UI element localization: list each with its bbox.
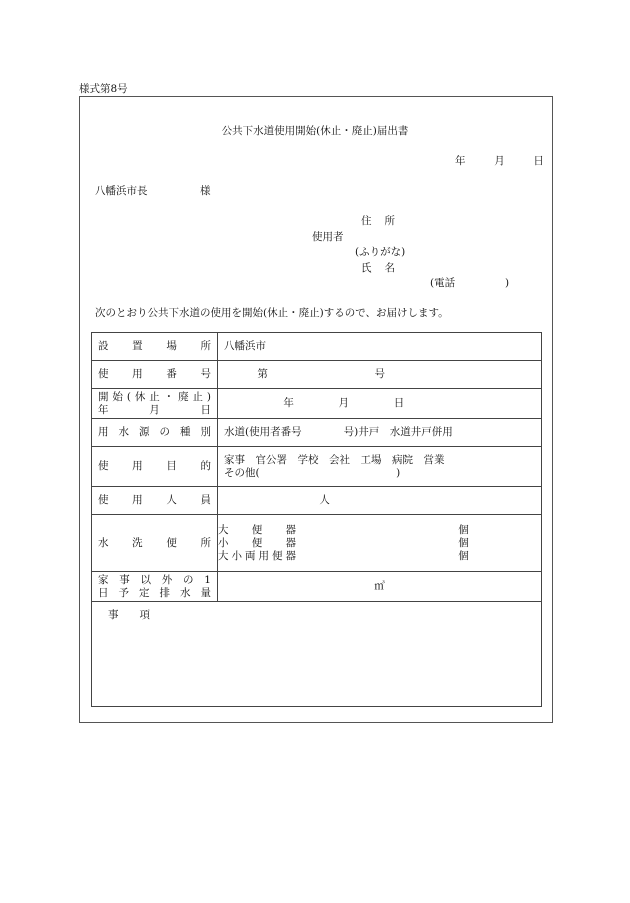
value-purpose[interactable] [218, 447, 542, 487]
date-year-label: 年 [455, 155, 466, 167]
toilet-type-dual: 大小両用便器 [218, 549, 296, 562]
row-location [92, 333, 542, 361]
label-users: 使用人員 [92, 487, 218, 515]
value-usage-number[interactable] [218, 361, 542, 389]
page-title: 公共下水道使用開始(休止・廃止)届出書 [221, 125, 409, 137]
toilet-table [218, 515, 541, 571]
value-discharge[interactable] [218, 572, 542, 602]
toilet-types [218, 515, 296, 571]
toilet-count-large-unit: 個 [458, 523, 469, 536]
users-unit: 人 [319, 494, 330, 506]
label-water-source: 用水源の種別 [92, 419, 218, 447]
form-number: 様式第8号 [79, 83, 128, 95]
date-day-label: 日 [533, 155, 544, 167]
row-notes [92, 602, 542, 707]
notes-label: 事 項 [108, 609, 150, 621]
date-month-label: 月 [494, 155, 505, 167]
start-year-label: 年 [283, 397, 294, 409]
submission-date [455, 156, 544, 167]
row-toilets [92, 515, 542, 572]
addressee-honorific: 様 [200, 185, 211, 197]
value-toilets [218, 515, 542, 572]
discharge-unit: ㎥ [374, 580, 385, 592]
toilet-counts[interactable] [296, 515, 541, 571]
row-discharge [92, 572, 542, 602]
user-label: 使用者 [312, 231, 344, 243]
label-purpose: 使用目的 [92, 447, 218, 487]
name-label: 氏名 [361, 262, 408, 274]
purpose-options: 家事 官公署 学校 会社 工場 病院 営業 [224, 453, 445, 466]
row-users [92, 487, 542, 515]
label-toilets: 水洗便所 [92, 515, 218, 572]
addressee-name: 八幡浜市長 [95, 185, 148, 197]
toilet-count-small-unit: 個 [458, 536, 469, 549]
usage-number-prefix: 第 [257, 368, 268, 380]
value-users[interactable] [218, 487, 542, 515]
furigana-label: (ふりがな) [355, 246, 406, 258]
value-location[interactable]: 八幡浜市 [218, 333, 542, 361]
row-start-date [92, 389, 542, 419]
label-location: 設置場所 [92, 333, 218, 361]
label-discharge: 家事以外の1 日予定排水量 [92, 572, 218, 602]
usage-number-suffix: 号 [374, 368, 386, 380]
row-water-source [92, 419, 542, 447]
label-start-date: 開始(休止・廃止) 年月日 [92, 389, 218, 419]
value-start-date[interactable] [218, 389, 542, 419]
start-month-label: 月 [338, 397, 350, 409]
purpose-other: その他( ) [224, 466, 401, 479]
label-usage-number: 使用番号 [92, 361, 218, 389]
phone-label: (電話 [430, 277, 456, 289]
toilet-count-dual-unit: 個 [458, 549, 469, 562]
phone-close: ) [505, 277, 510, 289]
value-water-source[interactable]: 水道(使用者番号 号)井戸 水道井戸併用 [218, 419, 542, 447]
address-label: 住所 [361, 215, 408, 227]
intro-text: 次のとおり公共下水道の使用を開始(休止・廃止)するので、お届けします。 [95, 307, 449, 319]
toilet-type-large: 大便器 [218, 523, 296, 536]
row-purpose [92, 447, 542, 487]
toilet-type-small: 小便器 [218, 536, 296, 549]
notes-area[interactable] [92, 602, 542, 707]
row-usage-number [92, 361, 542, 389]
start-day-label: 日 [393, 397, 405, 409]
application-table [91, 332, 542, 707]
